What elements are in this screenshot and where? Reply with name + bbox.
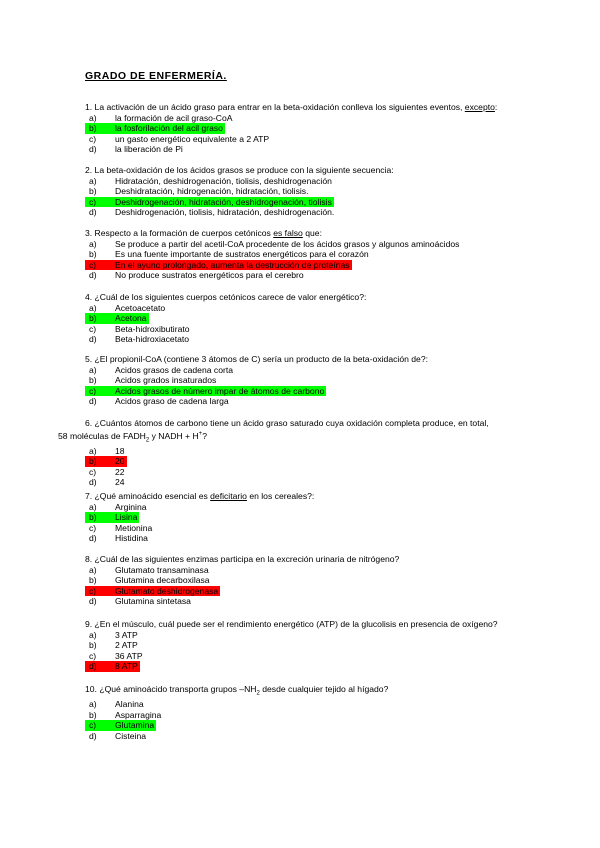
question-text: 3. Respecto a la formación de cuerpos cetónicos es falso que: [85, 228, 322, 238]
option-a[interactable]: a) Hidratación, deshidrogenación, tiolisis, deshidrogenación [89, 175, 332, 186]
options-list [85, 113, 545, 155]
option-d[interactable]: d) Histidina [89, 533, 148, 543]
option-c[interactable]: c) un gasto energético equivalente a 2 ATP [89, 133, 270, 144]
option-b[interactable]: b) Asparragina [89, 709, 162, 720]
option-c[interactable]: c) Glutamina [85, 720, 156, 731]
option-d[interactable]: d) Beta-hidroxiacetato [89, 334, 190, 344]
option-c[interactable]: c) En el ayuno prolongado, aumenta la destrucción de proteínas [85, 260, 352, 271]
option-a[interactable]: a) Se produce a partir del acetil-CoA procedente de los ácidos grasos y algunos aminoácidos [89, 238, 460, 249]
page-title: GRADO DE ENFERMERÍA. [85, 70, 227, 82]
option-d[interactable]: d) 24 [89, 477, 125, 488]
question-1 [85, 102, 545, 155]
question-text: 5. ¿El propionil-CoA (contiene 3 átomos de C) sería un producto de la beta-oxidación de?: [85, 354, 428, 364]
option-a[interactable]: a) la formación de acil graso-CoA [89, 112, 233, 123]
options-list [85, 176, 545, 218]
option-c[interactable]: c) 36 ATP [89, 650, 143, 661]
question-2 [85, 165, 545, 218]
question-5 [85, 354, 545, 407]
question-9 [85, 619, 545, 672]
question-text: 1. La activación de un ácido graso para entrar en la beta-oxidación conlleva los siguientes eventos, excepto: [85, 102, 498, 112]
option-c[interactable]: c) Deshidrogenación, hidratación, deshidrogenación, tiolisis [85, 197, 334, 208]
question-7 [85, 491, 545, 544]
question-text-line-2: 58 moléculas de $FADH_2$ y NADH + H+? [58, 430, 207, 444]
option-d[interactable]: d) la liberación de Pi [89, 144, 183, 154]
question-3 [85, 228, 545, 281]
question-text: 6. ¿Cuántos átomos de carbono tiene un ácido graso saturado cuya oxidación completa produce, en total, [85, 418, 489, 428]
option-b[interactable]: b) Acidos grados insaturados [89, 375, 217, 385]
options-list [85, 565, 545, 607]
option-a[interactable]: a) Alanina [89, 699, 144, 710]
question-4 [85, 292, 545, 345]
option-c[interactable]: c) Beta-hidroxibutirato [89, 323, 190, 334]
options-list [85, 365, 545, 407]
option-a[interactable]: a) 3 ATP [89, 629, 138, 640]
question-text: 7. ¿Qué aminoácido esencial es deficitario en los cereales?: [85, 491, 315, 501]
option-a[interactable]: a) Acetoacetato [89, 302, 166, 313]
option-c[interactable]: c) Metionina [89, 522, 153, 533]
option-b[interactable]: b) la fosforilación del acil graso [85, 123, 225, 134]
option-d[interactable]: d) Cisteina [89, 730, 147, 741]
question-text: 10. ¿Qué aminoácido transporta grupos $-NH_2$ desde cualquier tejido al hígado? [85, 684, 389, 697]
options-list [85, 446, 545, 488]
options-list [85, 630, 545, 672]
question-text: 2. La beta-oxidación de los ácidos grasos se produce con la siguiente secuencia: [85, 165, 394, 175]
question-6 [58, 418, 545, 488]
option-a[interactable]: a) 18 [89, 445, 125, 456]
options-list [85, 699, 545, 741]
question-8 [85, 554, 545, 607]
option-c[interactable]: c) Acidos grasos de número impar de átomos de carbono [85, 386, 326, 397]
option-b[interactable]: b) Deshidratación, hidrogenación, hidratación, tiolisis. [89, 186, 309, 196]
option-d[interactable]: d) Acidos graso de cadena larga [89, 396, 229, 406]
option-b[interactable]: b) Glutamina decarboxilasa [89, 575, 210, 585]
option-c[interactable]: c) 22 [89, 466, 125, 477]
option-a[interactable]: a) Arginina [89, 501, 147, 512]
options-list [85, 239, 545, 281]
option-c[interactable]: c) Glutamato deshidrogenasa [85, 586, 220, 597]
question-10 [85, 684, 545, 741]
options-list [85, 502, 545, 544]
question-text: 8. ¿Cuál de las siguientes enzimas participa en la excreción urinaria de nitrógeno? [85, 554, 400, 564]
option-b[interactable]: b) Es una fuente importante de sustratos energéticos para el corazón [89, 249, 369, 259]
question-text: 4. ¿Cuál de los siguientes cuerpos cetónicos carece de valor energético?: [85, 292, 367, 302]
option-b[interactable]: b) 20 [85, 456, 127, 467]
option-d[interactable]: d) 8 ATP [85, 661, 140, 672]
options-list [85, 303, 545, 345]
option-d[interactable]: d) Glutamina sintetasa [89, 596, 191, 606]
option-a[interactable]: a) Glutamato transaminasa [89, 564, 209, 575]
option-d[interactable]: d) Deshidrogenación, tiolisis, hidratación, deshidrogenación. [89, 207, 335, 217]
option-b[interactable]: b) Acetona [85, 313, 149, 324]
option-a[interactable]: a) Acidos grasos de cadena corta [89, 364, 233, 375]
option-b[interactable]: b) 2 ATP [89, 640, 138, 650]
question-text: 9. ¿En el músculo, cuál puede ser el rendimiento energético (ATP) de la glucolisis en presencia de oxígeno? [85, 619, 498, 629]
option-b[interactable]: b) Lisina [85, 512, 139, 523]
option-d[interactable]: d) No produce sustratos energéticos para el cerebro [89, 270, 304, 280]
